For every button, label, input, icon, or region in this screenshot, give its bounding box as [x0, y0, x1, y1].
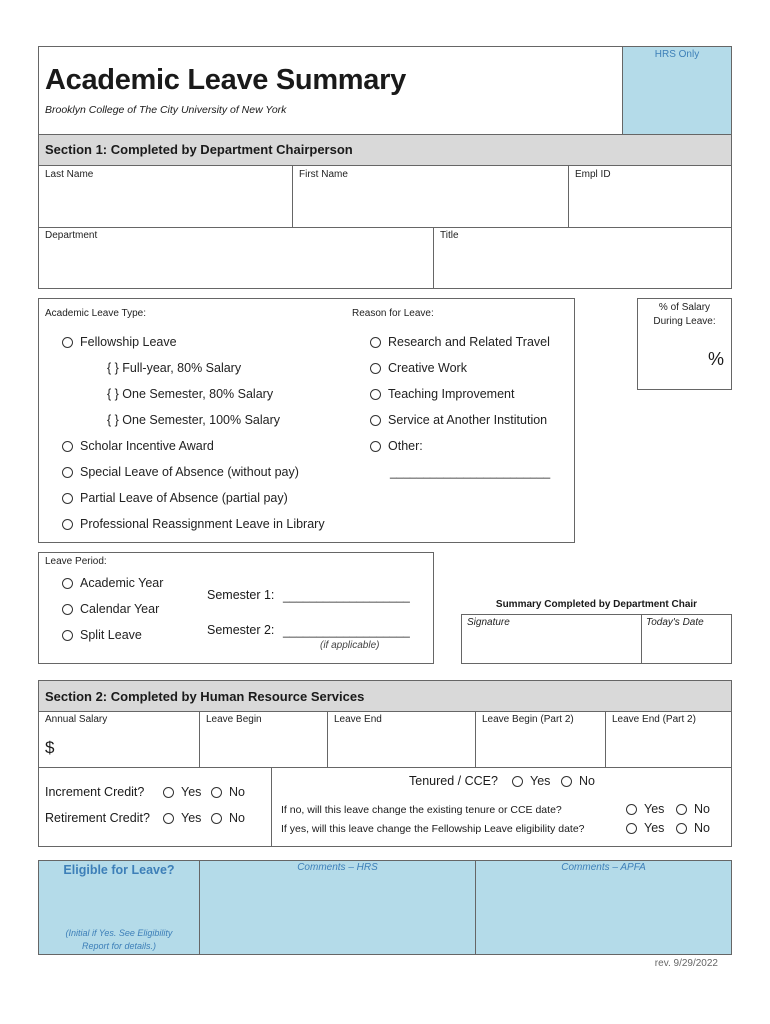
radio-icon[interactable]: [62, 630, 73, 641]
tenured-yes-option[interactable]: Yes: [512, 774, 550, 788]
leave-period-label: Leave Period:: [45, 556, 107, 567]
radio-icon[interactable]: [370, 363, 381, 374]
fellowship-leave-option[interactable]: Fellowship Leave: [62, 335, 177, 349]
partial-leave-option[interactable]: Partial Leave of Absence (partial pay): [62, 491, 288, 505]
leave-end-part2-label: Leave End (Part 2): [612, 714, 696, 725]
radio-icon[interactable]: [370, 389, 381, 400]
radio-icon[interactable]: [62, 467, 73, 478]
credits-box: [38, 767, 272, 847]
service-another-institution-option[interactable]: Service at Another Institution: [370, 413, 547, 427]
research-travel-option[interactable]: Research and Related Travel: [370, 335, 550, 349]
radio-icon[interactable]: [626, 804, 637, 815]
comments-hrs-box[interactable]: [199, 860, 476, 955]
radio-icon[interactable]: [62, 519, 73, 530]
if-applicable-note: (if applicable): [320, 640, 380, 651]
other-reason-line[interactable]: ________________________: [390, 465, 551, 479]
semester2-label: Semester 2:: [207, 623, 275, 637]
tenured-no-option[interactable]: No: [561, 774, 595, 788]
split-leave-option[interactable]: Split Leave: [62, 628, 142, 642]
calendar-year-option[interactable]: Calendar Year: [62, 602, 159, 616]
title-field[interactable]: [433, 227, 732, 289]
fellowship-change-no-option[interactable]: No: [676, 821, 710, 835]
other-reason-option[interactable]: Other:: [370, 439, 423, 453]
page-title: Academic Leave Summary: [45, 64, 406, 96]
radio-icon[interactable]: [163, 787, 174, 798]
full-year-80-option[interactable]: { } Full-year, 80% Salary: [107, 361, 242, 375]
radio-icon[interactable]: [62, 604, 73, 615]
comments-apfa-box[interactable]: [475, 860, 732, 955]
increment-credit-label: Increment Credit?: [45, 785, 145, 799]
radio-icon[interactable]: [370, 441, 381, 452]
tenure-question: If no, will this leave change the existing tenure or CCE date?: [281, 804, 562, 816]
first-name-label: First Name: [299, 169, 348, 180]
teaching-improvement-option[interactable]: Teaching Improvement: [370, 387, 514, 401]
radio-icon[interactable]: [370, 337, 381, 348]
section2-heading: Section 2: Completed by Human Resource Services: [45, 689, 365, 704]
title-label: Title: [440, 230, 459, 241]
page-subtitle: Brooklyn College of The City University of New York: [45, 104, 287, 116]
increment-yes-option[interactable]: Yes: [163, 785, 201, 799]
tenure-change-yes-option[interactable]: Yes: [626, 802, 664, 816]
todays-date-label: Today's Date: [646, 617, 704, 628]
one-semester-100-option[interactable]: { } One Semester, 100% Salary: [107, 413, 281, 427]
comments-apfa-label: Comments – APFA: [561, 862, 646, 873]
radio-icon[interactable]: [676, 823, 687, 834]
department-field[interactable]: [38, 227, 434, 289]
leave-begin-label: Leave Begin: [206, 714, 262, 725]
radio-icon[interactable]: [211, 787, 222, 798]
radio-icon[interactable]: [626, 823, 637, 834]
radio-icon[interactable]: [561, 776, 572, 787]
semester1-label: Semester 1:: [207, 588, 275, 602]
radio-icon[interactable]: [211, 813, 222, 824]
signature-label: Signature: [467, 617, 510, 628]
radio-icon[interactable]: [62, 493, 73, 504]
scholar-incentive-option[interactable]: Scholar Incentive Award: [62, 439, 214, 453]
salary-percent-label-2: During Leave:: [653, 316, 716, 327]
leave-type-label: Academic Leave Type:: [45, 308, 146, 319]
tenured-label: Tenured / CCE?: [409, 774, 498, 788]
tenure-change-no-option[interactable]: No: [676, 802, 710, 816]
radio-icon[interactable]: [676, 804, 687, 815]
fellowship-change-yes-option[interactable]: Yes: [626, 821, 664, 835]
last-name-label: Last Name: [45, 169, 94, 180]
one-semester-80-option[interactable]: { } One Semester, 80% Salary: [107, 387, 274, 401]
creative-work-option[interactable]: Creative Work: [370, 361, 467, 375]
eligible-label: Eligible for Leave?: [63, 863, 175, 877]
reason-label: Reason for Leave:: [352, 308, 434, 319]
radio-icon[interactable]: [163, 813, 174, 824]
retirement-no-option[interactable]: No: [211, 811, 245, 825]
empl-id-label: Empl ID: [575, 169, 611, 180]
retirement-yes-option[interactable]: Yes: [163, 811, 201, 825]
radio-icon[interactable]: [62, 578, 73, 589]
special-leave-option[interactable]: Special Leave of Absence (without pay): [62, 465, 299, 479]
dollar-symbol: $: [45, 738, 55, 757]
annual-salary-label: Annual Salary: [45, 714, 108, 725]
academic-year-option[interactable]: Academic Year: [62, 576, 163, 590]
semester1-blank[interactable]: ___________________: [283, 589, 410, 603]
percent-symbol: %: [708, 349, 725, 369]
leave-begin-part2-label: Leave Begin (Part 2): [482, 714, 574, 725]
salary-percent-label-1: % of Salary: [658, 302, 711, 313]
radio-icon[interactable]: [62, 441, 73, 452]
revision-date: rev. 9/29/2022: [654, 958, 718, 969]
increment-no-option[interactable]: No: [211, 785, 245, 799]
comments-hrs-label: Comments – HRS: [297, 862, 378, 873]
chair-summary-heading: Summary Completed by Department Chair: [495, 599, 698, 610]
eligible-note-1: (Initial if Yes. See Eligibility: [65, 928, 173, 938]
section1-heading: Section 1: Completed by Department Chairperson: [45, 142, 353, 157]
eligible-note-2: Report for details.): [81, 941, 157, 951]
professional-reassignment-option[interactable]: Professional Reassignment Leave in Library: [62, 517, 325, 531]
hrs-only-label: HRS Only: [654, 49, 700, 60]
radio-icon[interactable]: [512, 776, 523, 787]
semester2-blank[interactable]: ___________________: [283, 624, 410, 638]
radio-icon[interactable]: [62, 337, 73, 348]
radio-icon[interactable]: [370, 415, 381, 426]
leave-end-label: Leave End: [334, 714, 382, 725]
retirement-credit-label: Retirement Credit?: [45, 811, 150, 825]
department-label: Department: [45, 230, 98, 241]
fellowship-question: If yes, will this leave change the Fellowship Leave eligibility date?: [281, 823, 585, 835]
